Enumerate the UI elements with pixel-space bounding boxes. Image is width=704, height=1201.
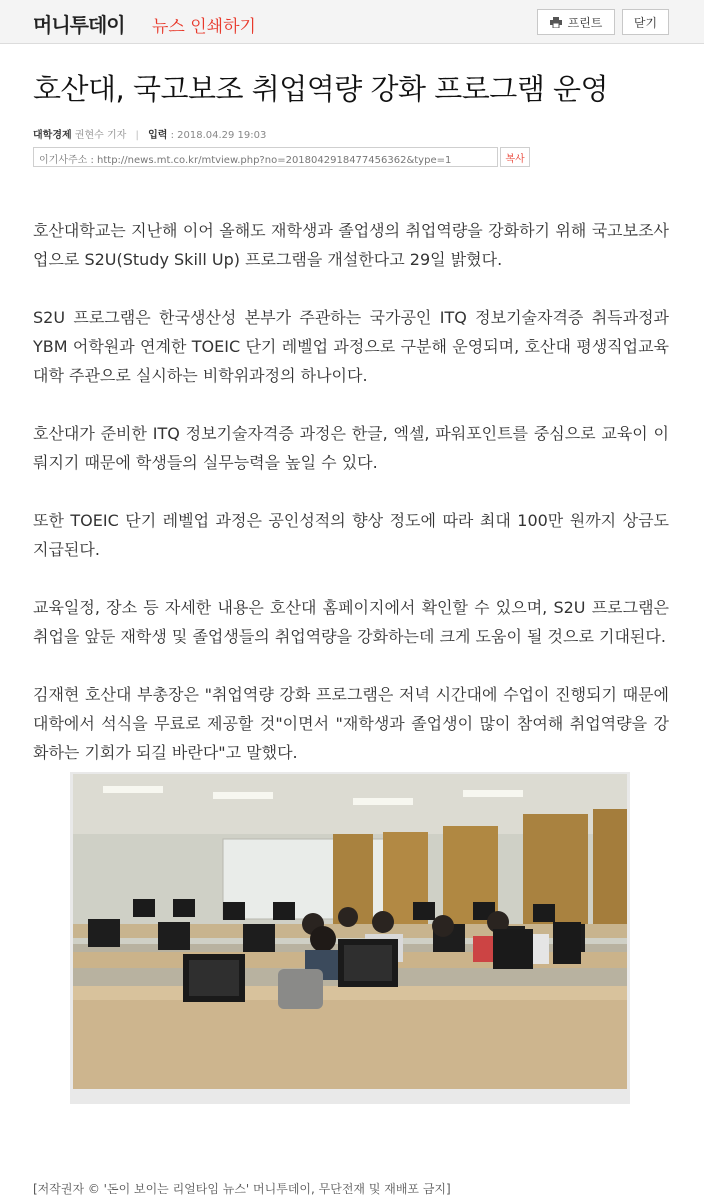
copyright-notice: [저작권자 © '돈이 보이는 리얼타임 뉴스' 머니투데이, 무단전재 및 재배포 금지] bbox=[33, 1182, 451, 1196]
article-paragraph: 호산대가 준비한 ITQ 정보기술자격증 과정은 한글, 엑셀, 파워포인트를 중심으로 교육이 이뤄지기 때문에 학생들의 실무능력을 높일 수 있다. bbox=[33, 424, 669, 472]
article-body bbox=[33, 216, 669, 796]
section-name: 대학경제 bbox=[33, 130, 72, 141]
article-url-field[interactable]: 이기사주소 : http://news.mt.co.kr/mtview.php?no=2018042918477456362&type=1 bbox=[33, 147, 498, 167]
printer-icon bbox=[550, 17, 562, 28]
article-paragraph: S2U 프로그램은 한국생산성 본부가 주관하는 국가공인 ITQ 정보기술자격증 취득과정과 YBM 어학원과 연계한 TOEIC 단기 레벨업 과정으로 구분해 운영되며, 호산대 평생직업교육대학 주관으로 실시하는 비학위과정의 하나이다. bbox=[33, 308, 669, 385]
top-bar bbox=[0, 0, 704, 44]
byline bbox=[33, 126, 266, 141]
copy-url-button[interactable]: 복사 bbox=[500, 147, 530, 167]
article-paragraph: 교육일정, 장소 등 자세한 내용은 호산대 홈페이지에서 확인할 수 있으며, S2U 프로그램은 취업을 앞둔 재학생 및 졸업생들의 취업역량을 강화하는데 크게 도움이 될 것으로 기대된다. bbox=[33, 598, 669, 646]
classroom-photo bbox=[73, 774, 627, 1089]
date-label: 입력 bbox=[148, 130, 168, 141]
print-label: 프린트 bbox=[567, 15, 603, 30]
byline-divider: | bbox=[135, 130, 139, 141]
close-button[interactable]: 닫기 bbox=[622, 9, 669, 35]
page-title: 뉴스 인쇄하기 bbox=[152, 17, 256, 37]
site-logo: 머니투데이 bbox=[33, 13, 125, 37]
publish-date: : 2018.04.29 19:03 bbox=[170, 130, 267, 141]
article-paragraph: 호산대학교는 지난해 이어 올해도 재학생과 졸업생의 취업역량을 강화하기 위해 국고보조사업으로 S2U(Study Skill Up) 프로그램을 개설한다고 29일 밝혔다. bbox=[33, 221, 669, 269]
print-button[interactable] bbox=[537, 9, 615, 35]
article-paragraph: 또한 TOEIC 단기 레벨업 과정은 공인성적의 향상 정도에 따라 최대 100만 원까지 상금도 지급된다. bbox=[33, 511, 669, 559]
article-photo-frame bbox=[70, 772, 630, 1104]
article-paragraph: 김재현 호산대 부총장은 "취업역량 강화 프로그램은 저녁 시간대에 수업이 진행되기 때문에 대학에서 석식을 무료로 제공할 것"이면서 "재학생과 졸업생이 많이 참여해 취업역량을 강화하는 기회가 되길 바란다"고 말했다. bbox=[33, 685, 669, 762]
article-headline: 호산대, 국고보조 취업역량 강화 프로그램 운영 bbox=[33, 72, 609, 106]
reporter-name: 권현수 기자 bbox=[74, 130, 127, 141]
classroom-illustration bbox=[73, 774, 627, 1089]
